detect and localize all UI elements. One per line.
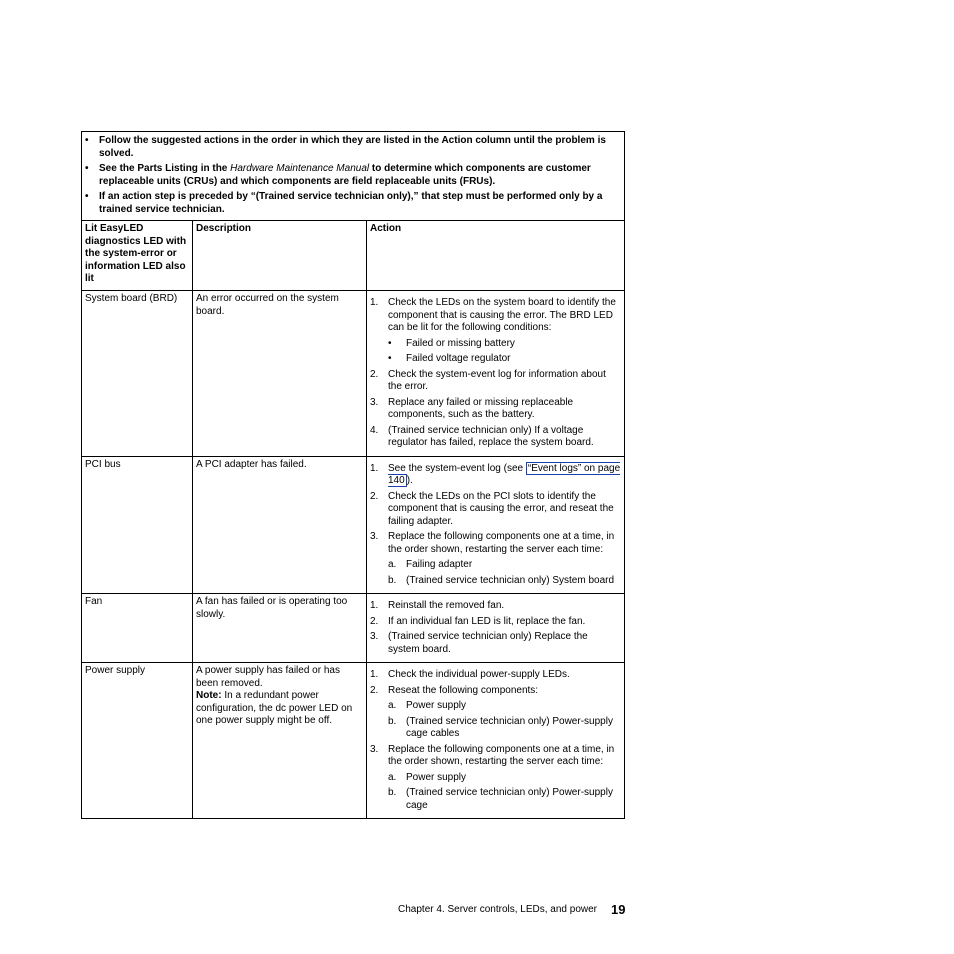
step-item: 3. Replace the following components one at a time, in the order shown, restarting the server each time: a. Power supply b. (Trained service technician only) Power-supply cage — [370, 744, 621, 813]
bullet-icon: • — [388, 353, 392, 364]
sub-item: • Failed or missing battery — [388, 337, 515, 349]
note-label: Note: — [196, 690, 222, 701]
step-item: 2. If an individual fan LED is lit, replace the fan. — [370, 615, 586, 627]
note-text: See the Parts Listing in the Hardware Maintenance Manual to determine which components are customer replaceable units (CRUs) and which components are field replaceable units (FRUs). — [99, 163, 591, 187]
chapter-title: Chapter 4. Server controls, LEDs, and power — [398, 904, 597, 915]
note-text: If an action step is preceded by “(Trained service technician only),” that step must be performed only by a trained service technician. — [99, 191, 603, 215]
bullet-icon: • — [85, 163, 89, 174]
step-item: 4. (Trained service technician only) If a voltage regulator has failed, replace the system board. — [370, 424, 594, 448]
sub-item: b. (Trained service technician only) Power-supply cage — [388, 787, 613, 811]
led-cell: System board (BRD) — [82, 291, 193, 457]
action-cell — [367, 663, 625, 819]
step-item: 1. See the system-event log (see “Event logs” on page 140 ). — [370, 462, 621, 486]
sub-item: b. (Trained service technician only) Power-supply cage cables — [388, 715, 613, 739]
step-item: 2. Reseat the following components: a. Power supply b. (Trained service technician only) Power-supply cage cables — [370, 685, 621, 741]
page-number: 19 — [611, 902, 626, 917]
step-item: 1. Reinstall the removed fan. — [370, 600, 505, 611]
header-led: Lit EasyLED diagnostics LED with the system-error or information LED also lit — [82, 221, 193, 291]
table-row — [82, 456, 625, 594]
description-cell: A power supply has failed or has been removed. Note: In a redundant power configuration, the dc power LED on one power supply might be off. — [193, 663, 367, 819]
step-item: 1. Check the LEDs on the system board to identify the component that is causing the error. The BRD LED can be lit for the following conditions: • Failed or missing battery • Failed voltage regulator — [370, 297, 621, 366]
sub-item: b. (Trained service technician only) System board — [388, 574, 615, 586]
sub-item: • Failed voltage regulator — [388, 353, 511, 364]
step-item: 2. Check the LEDs on the PCI slots to identify the component that is causing the error, and reseat the failing adapter. — [370, 490, 614, 527]
step-list — [370, 600, 621, 656]
note-text: Follow the suggested actions in the order in which they are listed in the Action column until the problem is solved. — [99, 135, 606, 159]
description-cell: A fan has failed or is operating too slowly. — [193, 594, 367, 663]
description-cell: An error occurred on the system board. — [193, 291, 367, 457]
event-logs-link[interactable]: “Event logs” on page 140 — [388, 462, 621, 486]
header-action: Action — [367, 221, 625, 291]
step-item: 3. Replace any failed or missing replaceable components, such as the battery. — [370, 396, 574, 420]
note-item — [85, 135, 621, 160]
header-row — [82, 221, 625, 291]
step-list — [370, 463, 621, 588]
led-cell: PCI bus — [82, 456, 193, 594]
table-row — [82, 291, 625, 457]
header-description: Description — [193, 221, 367, 291]
description-cell: A PCI adapter has failed. — [193, 456, 367, 594]
sub-item: a. Power supply — [388, 771, 467, 783]
step-item: 3. (Trained service technician only) Replace the system board. — [370, 631, 588, 655]
sub-item: a. Failing adapter — [388, 559, 473, 570]
step-item: 2. Check the system-event log for information about the error. — [370, 368, 606, 392]
bullet-icon: • — [85, 191, 89, 202]
bullet-icon: • — [388, 337, 392, 349]
led-cell: Fan — [82, 594, 193, 663]
step-list — [370, 297, 621, 450]
action-cell — [367, 594, 625, 663]
action-cell — [367, 291, 625, 457]
page-footer — [0, 902, 954, 918]
table-row — [82, 663, 625, 819]
manual-title: Hardware Maintenance Manual — [230, 163, 370, 174]
note-item — [85, 191, 621, 216]
sub-item: a. Power supply — [388, 700, 467, 711]
bullet-icon: • — [85, 135, 89, 146]
step-item: 3. Replace the following components one at a time, in the order shown, restarting the server each time: a. Failing adapter b. (Trained service technician only) System board — [370, 531, 621, 587]
table-row — [82, 594, 625, 663]
led-cell: Power supply — [82, 663, 193, 819]
action-cell — [367, 456, 625, 594]
step-list — [370, 669, 621, 812]
notes-cell — [82, 132, 625, 221]
diagnostics-led-table — [81, 131, 625, 819]
step-item: 1. Check the individual power-supply LEDs. — [370, 669, 570, 680]
notes-row — [82, 132, 625, 221]
note-item — [85, 163, 621, 188]
